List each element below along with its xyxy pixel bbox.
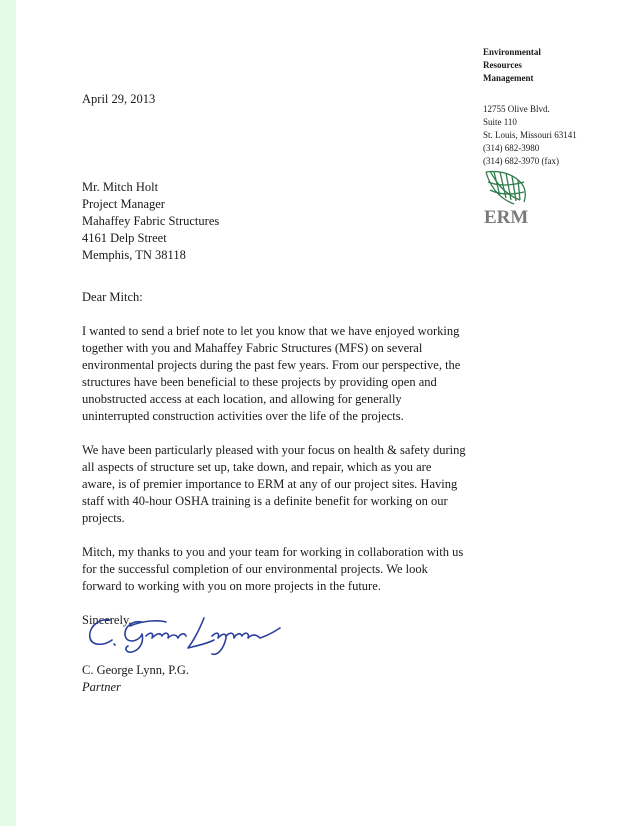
leaf-icon [486,171,525,204]
closing: Sincerely, [82,613,132,627]
body-paragraph [82,442,522,527]
letterhead [483,46,633,168]
address-line: 12755 Olive Blvd. [483,104,550,114]
recipient-name: Mr. Mitch Holt [82,180,159,194]
address-line: St. Louis, Missouri 63141 [483,130,577,140]
phone-line: (314) 682-3980 [483,143,540,153]
body-line: unobstructed access at each location, and allowing for generally [82,392,402,406]
body-line: Mitch, my thanks to you and your team for working in collaboration with us [82,545,464,559]
body-line: staff with 40-hour OSHA training is a definite benefit for working on our [82,494,448,508]
body-line: projects. [82,511,125,525]
company-name [483,46,633,85]
company-address [483,103,633,168]
signer-block [82,662,189,696]
recipient-title: Project Manager [82,197,165,211]
company-name-line: Environmental [483,47,541,57]
body-line: I wanted to send a brief note to let you know that we have enjoyed working [82,324,460,338]
recipient-company: Mahaffey Fabric Structures [82,214,220,228]
body-line: environmental projects during the past few years. From our perspective, the [82,358,461,372]
body-line: for the successful completion of our environmental projects. We look [82,562,428,576]
signer-name: C. George Lynn, P.G. [82,663,190,677]
body-paragraph [82,544,522,595]
page-margin-strip [0,0,16,826]
recipient-city: Memphis, TN 38118 [82,248,186,262]
body-line: forward to working with you on more projects in the future. [82,579,381,593]
signer-title: Partner [82,680,121,694]
address-line: Suite 110 [483,117,517,127]
letter-date: April 29, 2013 [82,92,156,106]
fax-line: (314) 682-3970 (fax) [483,156,559,166]
recipient-street: 4161 Delp Street [82,231,167,245]
body-line: aware, is of premier importance to ERM at any of our project sites. Having [82,477,458,491]
company-name-line: Resources [483,60,522,70]
body-line: all aspects of structure set up, take down, and repair, which as you are [82,460,432,474]
body-line: structures have been beneficial to these projects by providing open and [82,375,437,389]
logo-wordmark: ERM [484,207,529,228]
body-line: We have been particularly pleased with your focus on health & safety during [82,443,466,457]
salutation: Dear Mitch: [82,290,143,304]
handwritten-signature [84,608,284,658]
body-line: uninterrupted construction activities over the life of the projects. [82,409,404,423]
recipient-address [82,179,219,264]
body-line: together with you and Mahaffey Fabric Structures (MFS) on several [82,341,423,355]
erm-logo [480,168,540,228]
letter-body [82,289,522,646]
company-name-line: Management [483,73,534,83]
body-paragraph [82,323,522,425]
